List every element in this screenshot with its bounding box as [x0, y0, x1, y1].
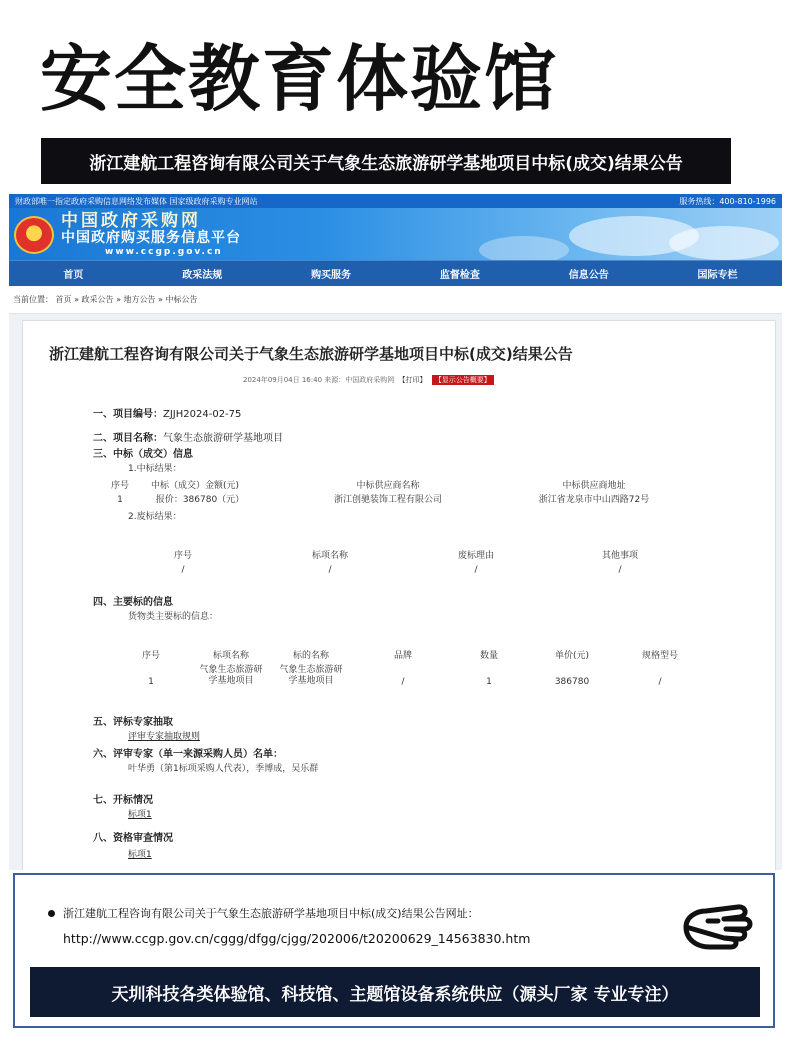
goods-cell-item: 气象生态旅游研学基地项目 — [199, 665, 263, 686]
fail-header-other: 其他事项 — [601, 551, 638, 561]
goods-header-spec: 规格型号 — [641, 651, 678, 661]
nav-regulations[interactable]: 政采法规 — [182, 270, 223, 281]
nav-purchase-services[interactable]: 购买服务 — [311, 270, 352, 281]
info-card — [13, 873, 775, 1028]
goods-cell-no: 1 — [148, 677, 154, 687]
section-expert-selection: 五、评标专家抽取 — [93, 717, 173, 728]
nav-supervision[interactable]: 监督检查 — [439, 270, 480, 281]
win-cell-address: 浙江省龙泉市中山西路72号 — [538, 495, 650, 505]
section-label: 一、项目编号： — [93, 409, 163, 420]
breadcrumb[interactable]: 当前位置： 首页 » 政采公告 » 地方公告 » 中标公告 — [9, 286, 782, 314]
win-header-address: 中标供应商地址 — [562, 481, 626, 491]
topbar-hotline: 服务热线：400-810-1996 — [679, 196, 776, 206]
goods-header-item: 标项名称 — [212, 651, 249, 661]
goods-cell-brand: / — [401, 677, 405, 687]
section-award-info: 三、中标（成交）信息 — [93, 449, 193, 460]
goods-header-brand: 品牌 — [393, 651, 412, 661]
bullet-icon — [48, 910, 55, 917]
fail-header-reason: 废标理由 — [457, 551, 494, 561]
section-project-name — [93, 429, 283, 444]
ccgp-site-screenshot — [9, 194, 782, 870]
meta-date: 2024年09月04日 16:40 — [243, 376, 323, 384]
topbar-tagline: 财政部唯一指定政府采购信息网络发布媒体 国家级政府采购专业网站 — [15, 196, 258, 206]
fail-cell: / — [618, 565, 622, 575]
announcement-url[interactable]: http://www.ccgp.gov.cn/cggg/dfgg/cjgg/202006/t20200629_14563830.htm — [63, 931, 531, 946]
project-number: ZJJH2024-02-75 — [163, 409, 242, 420]
goods-header-qty: 数量 — [479, 651, 498, 661]
nav-announcements[interactable]: 信息公告 — [568, 270, 609, 281]
print-link[interactable]: 【打印】 — [398, 376, 427, 384]
site-logo[interactable] — [61, 212, 241, 258]
section-qualification-review: 八、资格审查情况 — [93, 833, 173, 844]
award-result-label: 1.中标结果： — [128, 464, 182, 474]
info-title: 浙江建航工程咨询有限公司关于气象生态旅游研学基地项目中标(成交)结果公告网址： — [63, 907, 479, 920]
goods-header-target: 标的名称 — [292, 651, 329, 661]
document-meta — [243, 375, 494, 385]
nav-international[interactable]: 国际专栏 — [697, 270, 738, 281]
national-emblem-icon — [14, 216, 54, 254]
document-title: 浙江建航工程咨询有限公司关于气象生态旅游研学基地项目中标(成交)结果公告 — [49, 345, 573, 363]
win-header-no: 序号 — [110, 481, 129, 491]
site-topbar — [9, 194, 782, 208]
site-name-primary: 中国政府采购网 — [61, 211, 201, 231]
qualification-item-link[interactable]: 标项1 — [128, 850, 152, 860]
expert-rules-link[interactable]: 评审专家抽取规则 — [128, 732, 201, 742]
show-summary-button[interactable]: 【显示公告概要】 — [432, 375, 494, 385]
site-nav — [9, 260, 782, 286]
section-label: 二、项目名称： — [93, 433, 163, 444]
expert-names: 叶华勇（第1标项采购人代表），季博成，吴乐群 — [128, 764, 319, 774]
goods-cell-spec: / — [658, 677, 662, 687]
win-header-supplier: 中标供应商名称 — [356, 481, 420, 491]
announcement-banner: 浙江建航工程咨询有限公司关于气象生态旅游研学基地项目中标(成交)结果公告 — [41, 138, 731, 184]
goods-cell-target: 气象生态旅游研学基地项目 — [279, 665, 343, 686]
section-main-items: 四、主要标的信息 — [93, 597, 173, 608]
win-cell-amount: 报价：386780（元） — [155, 495, 245, 505]
bid-opening-item-link[interactable]: 标项1 — [128, 810, 152, 820]
announcement-document — [22, 320, 776, 870]
section-bid-opening: 七、开标情况 — [93, 795, 153, 806]
goods-header-price: 单价(元) — [554, 651, 590, 661]
site-banner — [9, 208, 782, 260]
hero-title: 安全教育体验馆 — [40, 37, 559, 121]
goods-header-no: 序号 — [141, 651, 160, 661]
section-expert-list: 六、评审专家（单一来源采购人员）名单： — [93, 749, 283, 760]
site-url: www.ccgp.gov.cn — [105, 247, 223, 257]
site-name-secondary: 中国政府购买服务信息平台 — [61, 230, 241, 246]
fail-header-item: 标项名称 — [311, 551, 348, 561]
win-cell-no: 1 — [117, 495, 123, 505]
win-header-amount: 中标（成交）金额(元) — [150, 481, 240, 491]
nav-home[interactable]: 首页 — [63, 270, 84, 281]
goods-cell-qty: 1 — [486, 677, 492, 687]
fail-cell: / — [181, 565, 185, 575]
supplier-banner: 天圳科技各类体验馆、科技馆、主题馆设备系统供应（源头厂家 专业专注） — [30, 967, 760, 1017]
goods-cell-price: 386780 — [554, 677, 590, 687]
failed-bid-label: 2.废标结果： — [128, 512, 182, 522]
fail-cell: / — [328, 565, 332, 575]
win-cell-supplier: 浙江创驰装饰工程有限公司 — [333, 495, 442, 505]
pointing-hand-icon — [678, 897, 758, 953]
project-name: 气象生态旅游研学基地项目 — [163, 433, 283, 444]
meta-source: 来源：中国政府采购网 — [324, 376, 395, 384]
fail-header-no: 序号 — [173, 551, 192, 561]
fail-cell: / — [474, 565, 478, 575]
section-project-number — [93, 405, 241, 420]
goods-items-label: 货物类主要标的信息： — [128, 612, 219, 622]
